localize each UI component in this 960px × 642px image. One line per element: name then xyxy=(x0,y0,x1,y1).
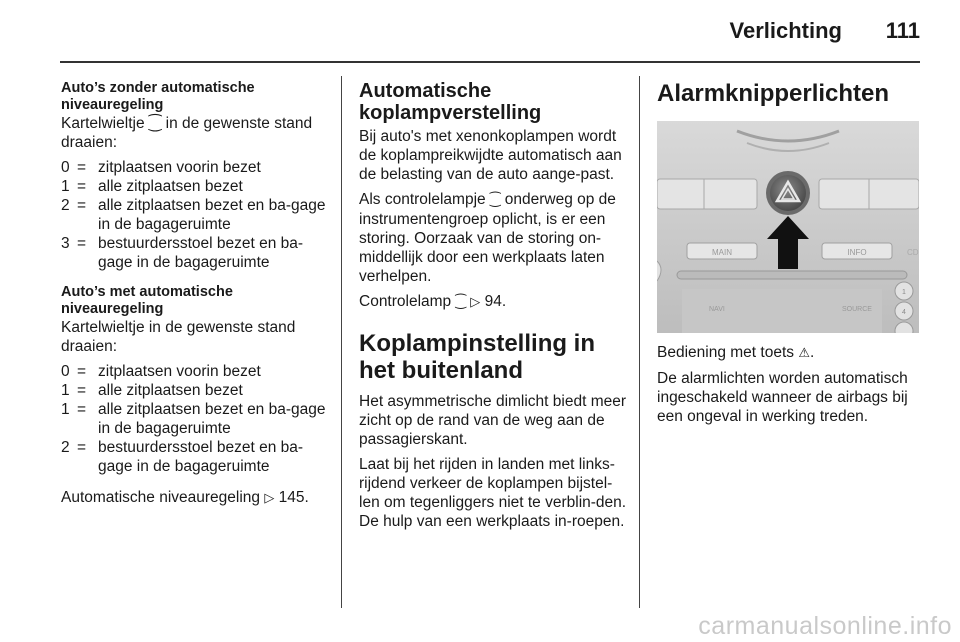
header-divider xyxy=(60,61,920,63)
preset-4-label: 4 xyxy=(902,309,906,316)
paragraph: Bij auto's met xenonkoplampen wordt de koplampreikwijdte automatisch aan de belasting van de auto aange-past. xyxy=(359,128,622,183)
list-item: 2 = alle zitplaatsen bezet en ba-gage in de bagageruimte xyxy=(61,197,326,233)
nav-button-label: NAVI xyxy=(709,306,725,313)
page-reference-icon: ▷ xyxy=(264,491,275,506)
paragraph: Laat bij het rijden in landen met links-rijdend verkeer de koplampen bijstel-len om tegenliggers niet te verblin-den. De hulp van een werkplaats in-roepen. xyxy=(359,456,627,530)
position-list-1 xyxy=(61,158,331,272)
source-button-label: SOURCE xyxy=(842,306,872,313)
column-1 xyxy=(61,80,331,514)
hazard-triangle-icon: ⚠ xyxy=(798,346,810,361)
position-list-2 xyxy=(61,362,331,476)
page-reference-icon: ▷ xyxy=(470,295,481,310)
dashboard-photo xyxy=(657,121,919,333)
section-heading-no-leveling: Auto’s zonder automatische niveauregeling xyxy=(61,80,255,113)
intro-text-1: Kartelwieltje ⁐ in de gewenste stand draaien: xyxy=(61,115,313,151)
section-heading-with-leveling: Auto’s met automatische niveauregeling xyxy=(61,284,233,317)
cross-reference: Automatische niveauregeling ▷ 145. xyxy=(61,489,309,506)
list-item: 0 = zitplaatsen voorin bezet xyxy=(61,159,261,176)
paragraph: Het asymmetrische dimlicht biedt meer zicht op de rand van de weg aan de passagierskant. xyxy=(359,393,627,448)
main-button-label: MAIN xyxy=(712,248,732,257)
column-divider-1 xyxy=(341,76,342,608)
page-title: Verlichting xyxy=(729,18,842,43)
paragraph: Als controlelampje ⁐ onderweg op de instrumentengroep oplicht, is er een storing. Oorzaak van de storing on-middellijk door een werkplaats laten verhelpen. xyxy=(359,191,616,285)
preset-1-label: 1 xyxy=(902,289,906,296)
column-2 xyxy=(359,80,627,537)
intro-text-2: Kartelwieltje in de gewenste stand draaien: xyxy=(61,319,296,355)
watermark: carmanualsonline.info xyxy=(698,612,952,640)
headlight-tilt-icon: ⁐ xyxy=(455,295,466,310)
list-item: 0 = zitplaatsen voorin bezet xyxy=(61,363,261,380)
photo-caption: Bediening met toets ⚠. xyxy=(657,344,815,361)
paragraph: De alarmlichten worden automatisch ingeschakeld wanneer de airbags bij een ongeval in werking treden. xyxy=(657,370,908,425)
info-button-label: INFO xyxy=(847,248,867,257)
list-item: 1 = alle zitplaatsen bezet xyxy=(61,382,243,399)
cd-button-label: CD xyxy=(907,248,919,257)
page-header xyxy=(0,0,960,60)
section-heading-hazard: Alarmknipperlichten xyxy=(657,80,890,107)
page-number: 111 xyxy=(885,18,920,43)
list-item: 1 = alle zitplaatsen bezet en ba-gage in de bagageruimte xyxy=(61,401,326,437)
cross-reference: Controlelamp ⁐ ▷ 94. xyxy=(359,293,507,310)
column-divider-2 xyxy=(639,76,640,608)
list-item: 3 = bestuurdersstoel bezet en ba-gage in de bagageruimte xyxy=(61,235,304,271)
section-heading-abroad: Koplampinstelling in het buitenland xyxy=(359,330,596,384)
section-heading-auto-leveling: Automatische koplampverstelling xyxy=(359,80,542,124)
list-item: 1 = alle zitplaatsen bezet xyxy=(61,178,243,195)
list-item: 2 = bestuurdersstoel bezet en ba-gage in de bagageruimte xyxy=(61,439,304,475)
column-3 xyxy=(657,80,922,432)
headlight-tilt-icon: ⁐ xyxy=(489,193,501,208)
